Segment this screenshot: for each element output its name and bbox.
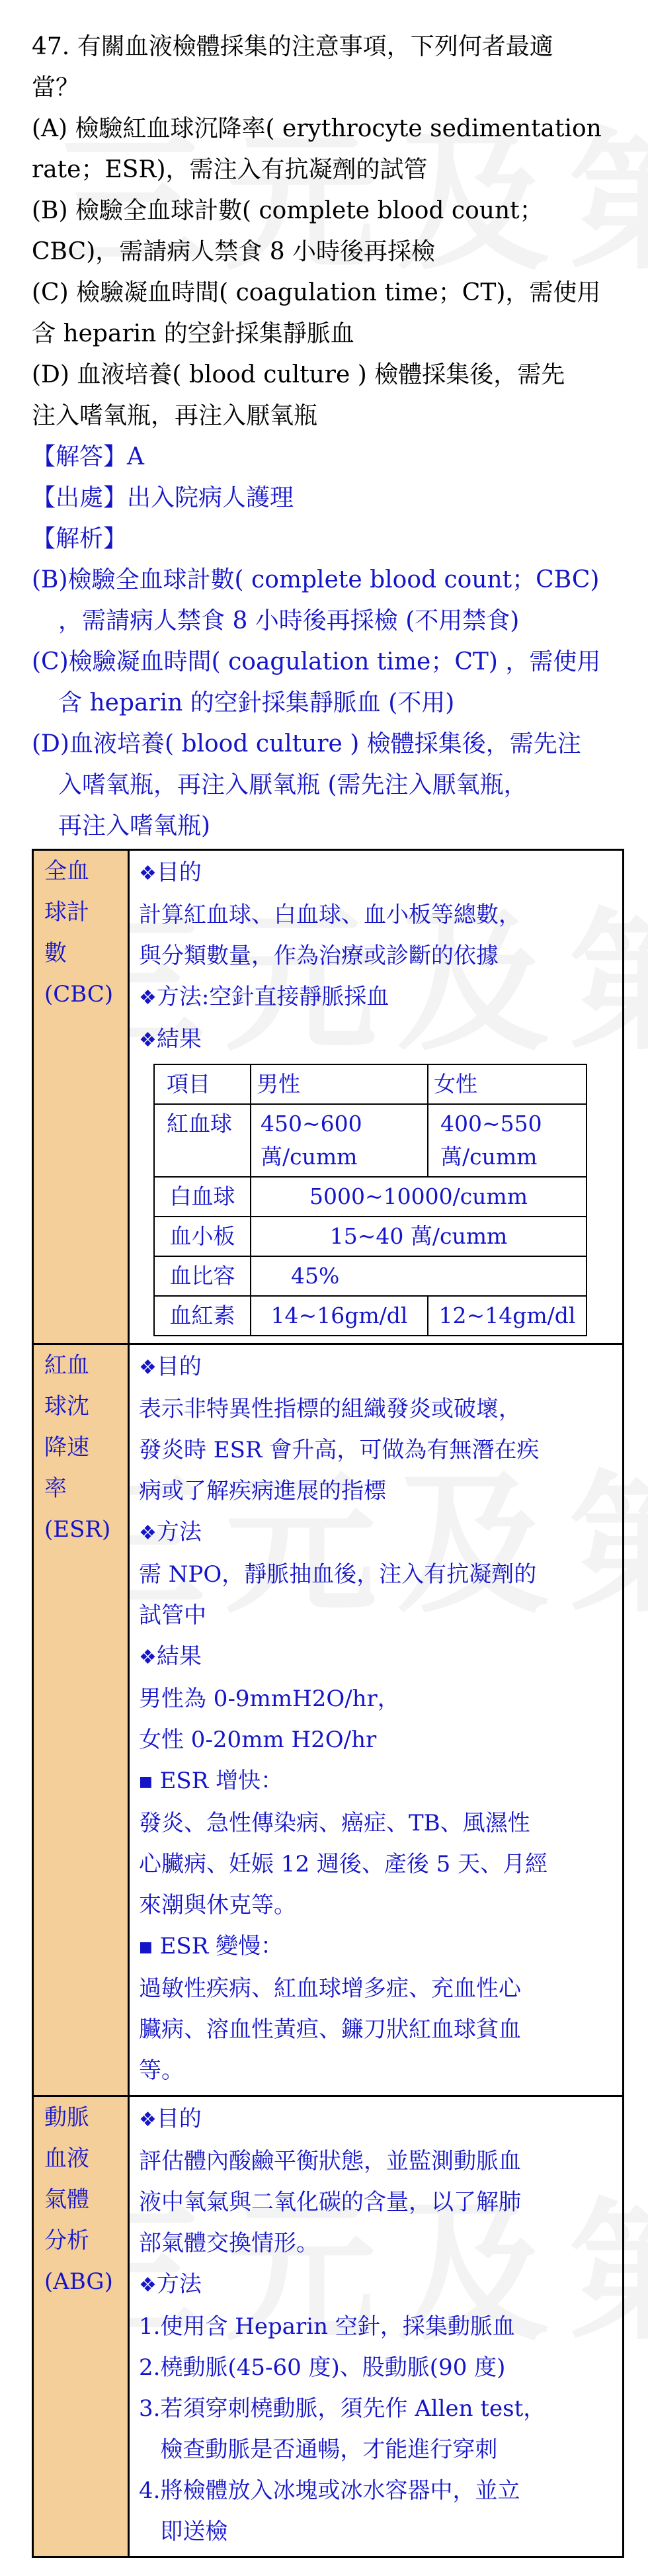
cbc-label-cell (33, 850, 129, 1344)
esr-slow-line: 臟病、溶血性黃疸、鐮刀狀紅血球貧血 (139, 2016, 521, 2043)
abg-method-line: 即送檢 (139, 2518, 228, 2545)
esr-fast-title: ESR 增快： (159, 1768, 284, 1794)
esr-fast-line: 發炎、急性傳染病、癌症、TB、風濕性 (139, 1810, 530, 1836)
abg-method-line: 3.若須穿刺橈動脈，須先作 Allen test， (139, 2395, 546, 2422)
diamond-bullet-icon: ❖ (139, 1522, 157, 1545)
diamond-bullet-icon: ❖ (139, 1029, 157, 1052)
esr-fast-line: 來潮與休克等。 (139, 1892, 296, 1918)
abg-method-line: 2.橈動脈(45-60 度)、股動脈(90 度) (139, 2354, 506, 2381)
square-bullet-icon: ■ (139, 1939, 153, 1955)
cbc-results-table (153, 1064, 587, 1336)
rbc-female: 400~550 (440, 1111, 542, 1137)
diamond-bullet-icon: ❖ (139, 1646, 157, 1669)
question-block (32, 26, 627, 437)
esr-label: 率 (44, 1475, 67, 1502)
esr-result-title: 結果 (156, 1643, 202, 1670)
cbc-result-title: 結果 (156, 1026, 202, 1052)
wbc-value: 5000~10000/cumm (251, 1177, 587, 1217)
option-d-line: (D) 血液培養( blood culture ) 檢體採集後，需先 (32, 361, 565, 388)
plt-item: 血小板 (154, 1217, 251, 1256)
diamond-bullet-icon: ❖ (139, 2108, 157, 2131)
esr-row (33, 1344, 624, 2096)
hct-item: 血比容 (154, 1256, 251, 1296)
esr-purpose-line: 發炎時 ESR 會升高，可做為有無潛在疾 (139, 1437, 540, 1463)
cbc-label: 球計 (44, 899, 89, 925)
esr-label: 球沈 (44, 1393, 89, 1420)
abg-row (33, 2096, 624, 2557)
rbc-female: 萬/cumm (440, 1144, 538, 1170)
option-a-line: (A) 檢驗紅血球沉降率( erythrocyte sedimentation (32, 115, 602, 142)
analysis-line: (D)血液培養( blood culture ) 檢體採集後，需先注 (32, 730, 581, 757)
option-c-line: 含 heparin 的空針採集靜脈血 (32, 320, 354, 347)
cbc-row (33, 850, 624, 1344)
abg-purpose-line: 評估體內酸鹼平衡狀態，並監測動脈血 (139, 2148, 521, 2174)
cbc-method: 方法:空針直接靜脈採血 (156, 984, 389, 1010)
analysis-line: (B)檢驗全血球計數( complete blood count；CBC) (32, 566, 600, 593)
square-bullet-icon: ■ (139, 1774, 153, 1790)
cbc-purpose-line: 計算紅血球、白血球、血小板等總數， (139, 902, 521, 928)
abg-label: (ABG) (44, 2268, 113, 2295)
abg-purpose-title: 目的 (156, 2106, 202, 2132)
results-header: 女性 (428, 1064, 587, 1104)
analysis-line: 再注入嗜氧瓶) (58, 812, 211, 839)
hb-female: 12~14gm/dl (428, 1296, 587, 1336)
question-line: 當？ (32, 74, 80, 101)
esr-slow-line: 過敏性疾病、紅血球增多症、充血性心 (139, 1975, 521, 2002)
abg-label-cell (33, 2096, 129, 2557)
hb-male: 14~16gm/dl (251, 1296, 428, 1336)
esr-content-cell (129, 1344, 624, 2096)
esr-fast-line: 心臟病、妊娠 12 週後、產後 5 天、月經 (139, 1851, 548, 1877)
diamond-bullet-icon: ❖ (139, 2274, 157, 2297)
cbc-purpose-line: 與分類數量，作為治療或診斷的依據 (139, 943, 499, 969)
diamond-bullet-icon: ❖ (139, 986, 157, 1009)
option-c-line: (C) 檢驗凝血時間( coagulation time；CT)，需使用 (32, 279, 601, 306)
cbc-label: (CBC) (44, 981, 114, 1008)
rbc-item: 紅血球 (154, 1104, 251, 1177)
esr-method-line: 試管中 (139, 1602, 206, 1629)
abg-method-line: 檢查動脈是否通暢，才能進行穿刺 (139, 2436, 498, 2463)
abg-content-cell (129, 2096, 624, 2557)
answer-block (32, 437, 633, 847)
esr-result-line: 男性為 0-9mmH2O/hr， (139, 1686, 400, 1712)
esr-method-title: 方法 (156, 1519, 202, 1545)
abg-purpose-line: 液中氧氣與二氧化碳的含量，以了解肺 (139, 2189, 521, 2215)
abg-label: 動脈 (44, 2104, 89, 2131)
analysis-line: ，需請病人禁食 8 小時後再採檢 (不用禁食) (58, 607, 520, 634)
analysis-line: (C)檢驗凝血時間( coagulation time；CT) ，需使用 (32, 648, 601, 675)
abg-purpose-line: 部氣體交換情形。 (139, 2230, 319, 2256)
abg-method-line: 4.將檢體放入冰塊或冰水容器中，並立 (139, 2477, 520, 2504)
cbc-label: 全血 (44, 858, 89, 884)
esr-label-cell (33, 1344, 129, 2096)
esr-purpose-line: 表示非特異性指標的組織發炎或破壞， (139, 1396, 521, 1422)
results-header: 男性 (251, 1064, 428, 1104)
diamond-bullet-icon: ❖ (139, 1356, 157, 1379)
hct-value: 45% (251, 1256, 587, 1296)
abg-method-line: 1.使用含 Heparin 空針，採集動脈血 (139, 2313, 515, 2340)
analysis-line: 入嗜氧瓶，再注入厭氧瓶 (需先注入厭氧瓶， (58, 771, 528, 798)
abg-label: 血液 (44, 2145, 89, 2172)
source-line: 【出處】出入院病人護理 (32, 484, 294, 511)
esr-result-line: 女性 0-20mm H2O/hr (139, 1727, 377, 1753)
cbc-label: 數 (44, 940, 67, 966)
option-b-line: (B) 檢驗全血球計數( complete blood count； (32, 197, 544, 224)
diamond-bullet-icon: ❖ (139, 862, 157, 885)
rbc-male: 450~600 (261, 1111, 362, 1137)
plt-value: 15~40 萬/cumm (251, 1217, 587, 1256)
esr-slow-line: 等。 (139, 2057, 184, 2084)
answer-line: 【解答】A (32, 443, 144, 470)
reference-table (32, 849, 624, 2558)
wbc-item: 白血球 (154, 1177, 251, 1217)
rbc-male: 萬/cumm (261, 1144, 358, 1170)
esr-method-line: 需 NPO，靜脈抽血後，注入有抗凝劑的 (139, 1561, 537, 1588)
option-b-line: CBC)，需請病人禁食 8 小時後再採檢 (32, 238, 436, 265)
esr-purpose-title: 目的 (156, 1353, 202, 1380)
analysis-label: 【解析】 (32, 525, 128, 552)
abg-label: 氣體 (44, 2186, 89, 2213)
option-a-line: rate；ESR)，需注入有抗凝劑的試管 (32, 156, 428, 183)
esr-purpose-line: 病或了解疾病進展的指標 (139, 1478, 386, 1504)
results-header: 項目 (154, 1064, 251, 1104)
hb-item: 血紅素 (154, 1296, 251, 1336)
abg-method-title: 方法 (156, 2271, 202, 2297)
abg-label: 分析 (44, 2227, 89, 2254)
esr-slow-title: ESR 變慢： (159, 1933, 284, 1959)
question-line: 47. 有關血液檢體採集的注意事項，下列何者最適 (32, 33, 553, 60)
cbc-purpose-title: 目的 (156, 859, 202, 886)
esr-label: 紅血 (44, 1352, 89, 1379)
esr-label: 降速 (44, 1434, 89, 1461)
esr-label: (ESR) (44, 1516, 111, 1543)
analysis-line: 含 heparin 的空針採集靜脈血 (不用) (58, 689, 455, 716)
cbc-content-cell (129, 850, 624, 1344)
option-d-line: 注入嗜氧瓶，再注入厭氧瓶 (32, 402, 318, 429)
